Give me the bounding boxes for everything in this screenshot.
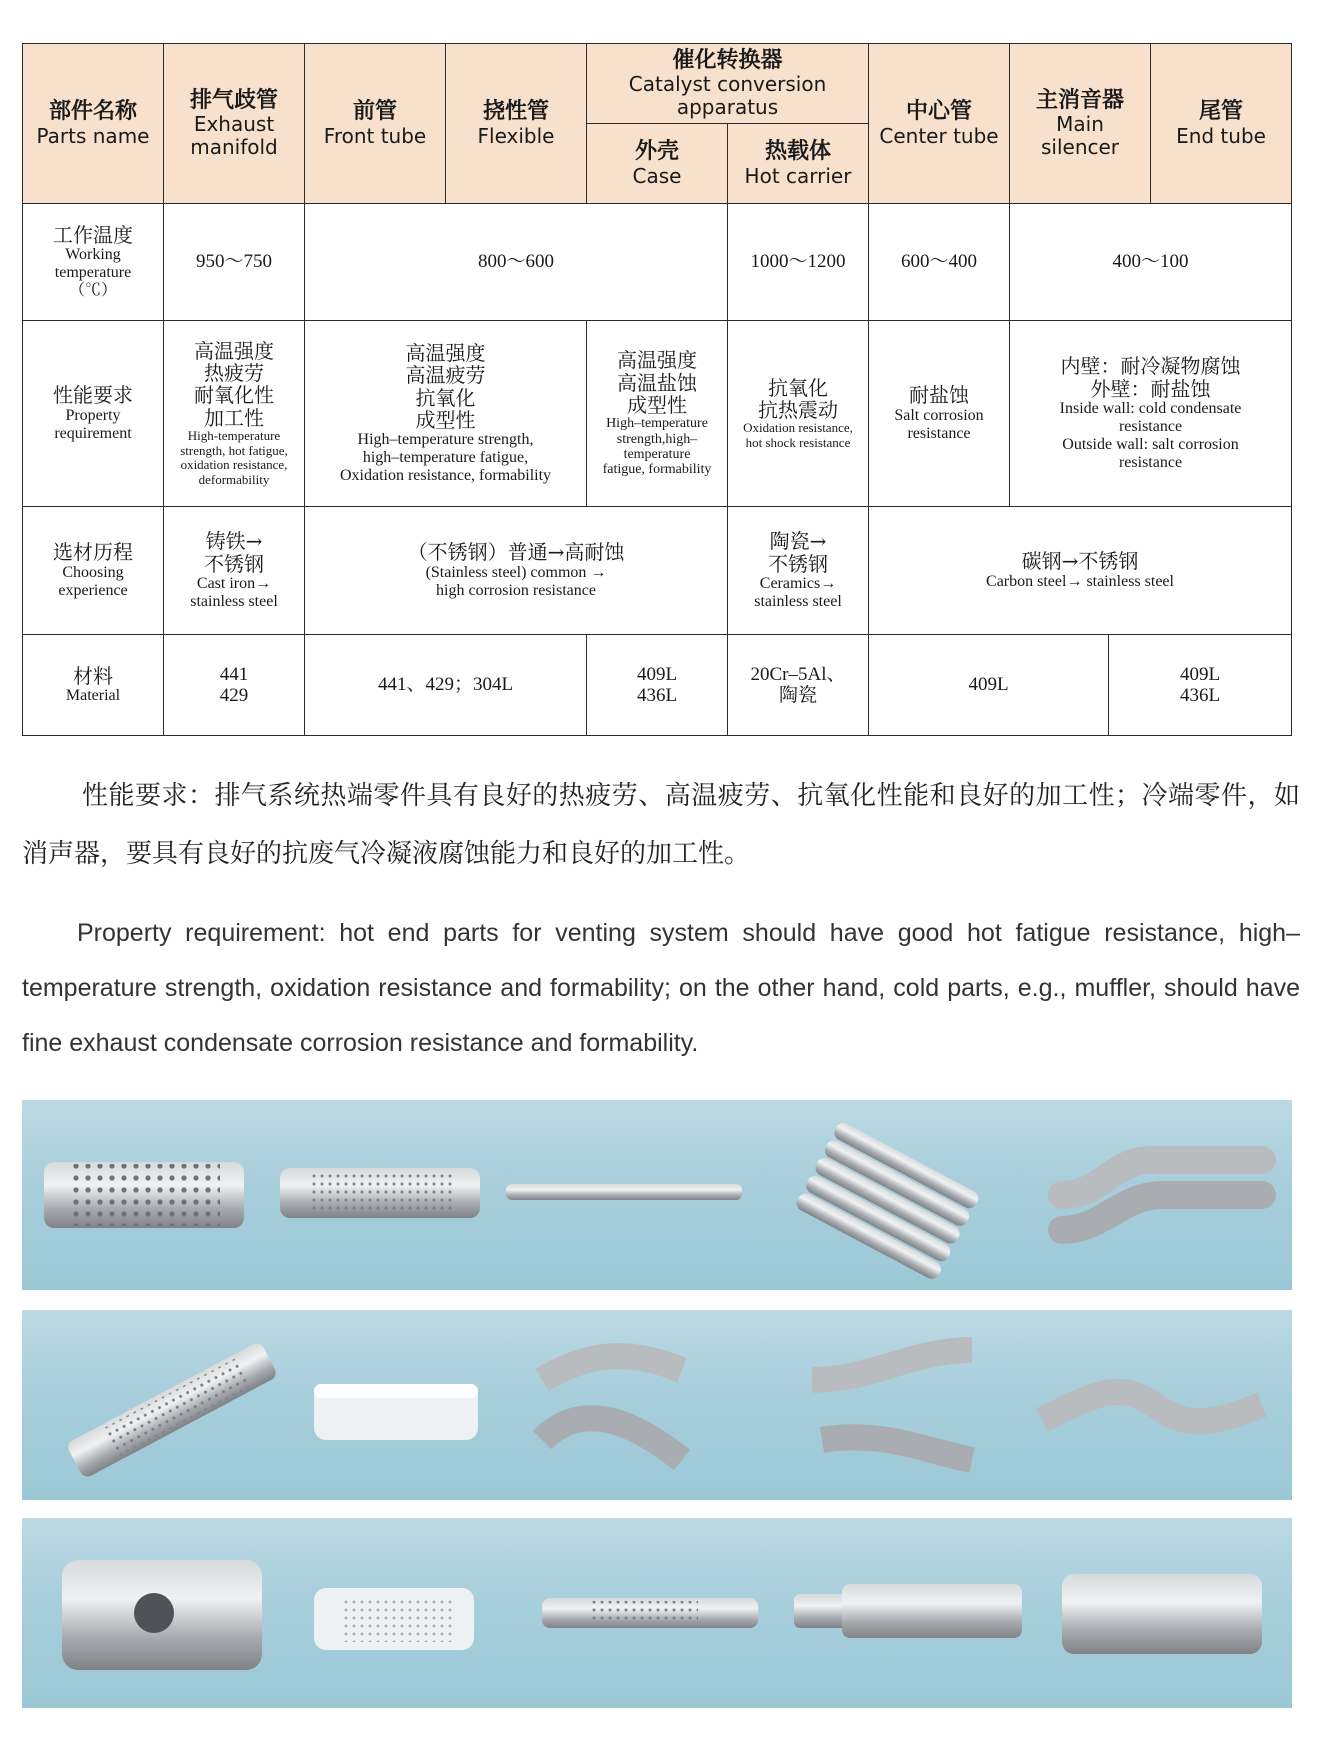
perforated-sleeve-part (280, 1168, 480, 1218)
choosing-hot-carrier: 陶瓷→ 不锈钢 Ceramics→ stainless steel (728, 507, 869, 635)
header-end-tube: 尾管 End tube (1151, 44, 1292, 204)
temp-exhaust-manifold: 950～750 (164, 204, 305, 321)
label-material: 材料 Material (23, 635, 164, 736)
property-hot-carrier: 抗氧化 抗热震动 Oxidation resistance, hot shock resistance (728, 321, 869, 507)
property-exhaust-manifold: 高温强度 热疲劳 耐氧化性 加工性 High-temperature strength, hot fatigue, oxidation resistance, deformability (164, 321, 305, 507)
header-front-tube: 前管 Front tube (305, 44, 446, 204)
perforated-tube-part (44, 1162, 244, 1228)
header-parts-name: 部件名称 Parts name (23, 44, 164, 204)
label-working-temperature: 工作温度 Working temperature （℃） (23, 204, 164, 321)
parts-photo-row-3 (22, 1518, 1292, 1708)
header-flexible: 挠性管 Flexible (446, 44, 587, 204)
temp-front-to-case: 800～600 (305, 204, 728, 321)
material-front-flexible: 441、429；304L (305, 635, 587, 736)
parts-photo-row-2 (22, 1310, 1292, 1500)
mesh-pipe-part (542, 1598, 758, 1628)
row-choosing (23, 507, 1322, 635)
header-hot-carrier: 热载体 Hot carrier (728, 124, 869, 204)
straight-pipe-part (506, 1184, 742, 1200)
property-case: 高温强度 高温盐蚀 成型性 High–temperature strength,high– temperature fatigue, formability (587, 321, 728, 507)
curved-pipe-pair-part (542, 1356, 682, 1460)
header-exhaust-manifold: 排气歧管 Exhaust manifold (164, 44, 305, 204)
temp-silencer-to-end: 400～100 (1010, 204, 1292, 321)
material-end-tube: 409L 436L (1109, 635, 1292, 736)
large-sleeve-part (62, 1560, 262, 1670)
stepped-pipe-part (794, 1584, 1022, 1638)
material-hot-carrier: 20Cr–5Al、 陶瓷 (728, 635, 869, 736)
parts-photo-row-1 (22, 1100, 1292, 1290)
choosing-exhaust-manifold: 铸铁→ 不锈钢 Cast iron→ stainless steel (164, 507, 305, 635)
choosing-center-to-end: 碳钢→不锈钢 Carbon steel→ stainless steel (869, 507, 1292, 635)
header-main-silencer: 主消音器 Main silencer (1010, 44, 1151, 204)
temp-center-tube: 600～400 (869, 204, 1010, 321)
material-center-silencer: 409L (869, 635, 1109, 736)
header-catalyst: 催化转换器 Catalyst conversion apparatus (587, 44, 869, 124)
label-choosing: 选材历程 Choosing experience (23, 507, 164, 635)
material-case: 409L 436L (587, 635, 728, 736)
pipe-bundle-part (794, 1120, 981, 1282)
white-perforated-tube-part (314, 1588, 474, 1650)
row-working-temperature (23, 204, 1322, 321)
offset-bend-pipe-part (1042, 1392, 1262, 1421)
photo-band-1 (22, 1100, 1292, 1290)
row-property (23, 321, 1322, 507)
paragraph-zh: 性能要求：排气系统热端零件具有良好的热疲劳、高温疲劳、抗氧化性能和良好的加工性；冷端零件，如消声器，要具有良好的抗废气冷凝液腐蚀能力和良好的加工性。 (22, 781, 1300, 869)
property-front-flexible: 高温强度 高温疲劳 抗氧化 成型性 High–temperature strength, high–temperature fatigue, Oxidation resistance, formability (305, 321, 587, 507)
diagonal-perforated-pipe-part (65, 1341, 278, 1480)
property-silencer-end: 内壁：耐冷凝物腐蚀 外壁：耐盐蚀 Inside wall: cold condensate resistance Outside wall: salt corrosion resistance (1010, 321, 1292, 507)
end-tube-part (1062, 1574, 1262, 1654)
photo-band-2 (22, 1310, 1292, 1500)
bent-twin-pipe-part (1062, 1160, 1262, 1230)
choosing-front-to-case: （不锈钢）普通→高耐蚀 (Stainless steel) common → high corrosion resistance (305, 507, 728, 635)
photo-band-3 (22, 1518, 1292, 1708)
header-center-tube: 中心管 Center tube (869, 44, 1010, 204)
label-property: 性能要求 Property requirement (23, 321, 164, 507)
header-case: 外壳 Case (587, 124, 728, 204)
temp-hot-carrier: 1000～1200 (728, 204, 869, 321)
material-exhaust-manifold: 441 429 (164, 635, 305, 736)
paragraph-en: Property requirement: hot end parts for venting system should have good hot fatigue resistance, high–temperature strength, oxidation resistance and formability; on the other hand, cold parts, e.g., muffler, should have fine exhaust condensate corrosion resistance and formability. (22, 919, 1300, 1057)
spec-table-container (22, 43, 1300, 736)
s-bend-pipe-pair-part (812, 1350, 972, 1460)
row-material (23, 635, 1322, 736)
property-center-tube: 耐盐蚀 Salt corrosion resistance (869, 321, 1010, 507)
spec-table (22, 43, 1322, 736)
white-tube-part (314, 1384, 478, 1440)
